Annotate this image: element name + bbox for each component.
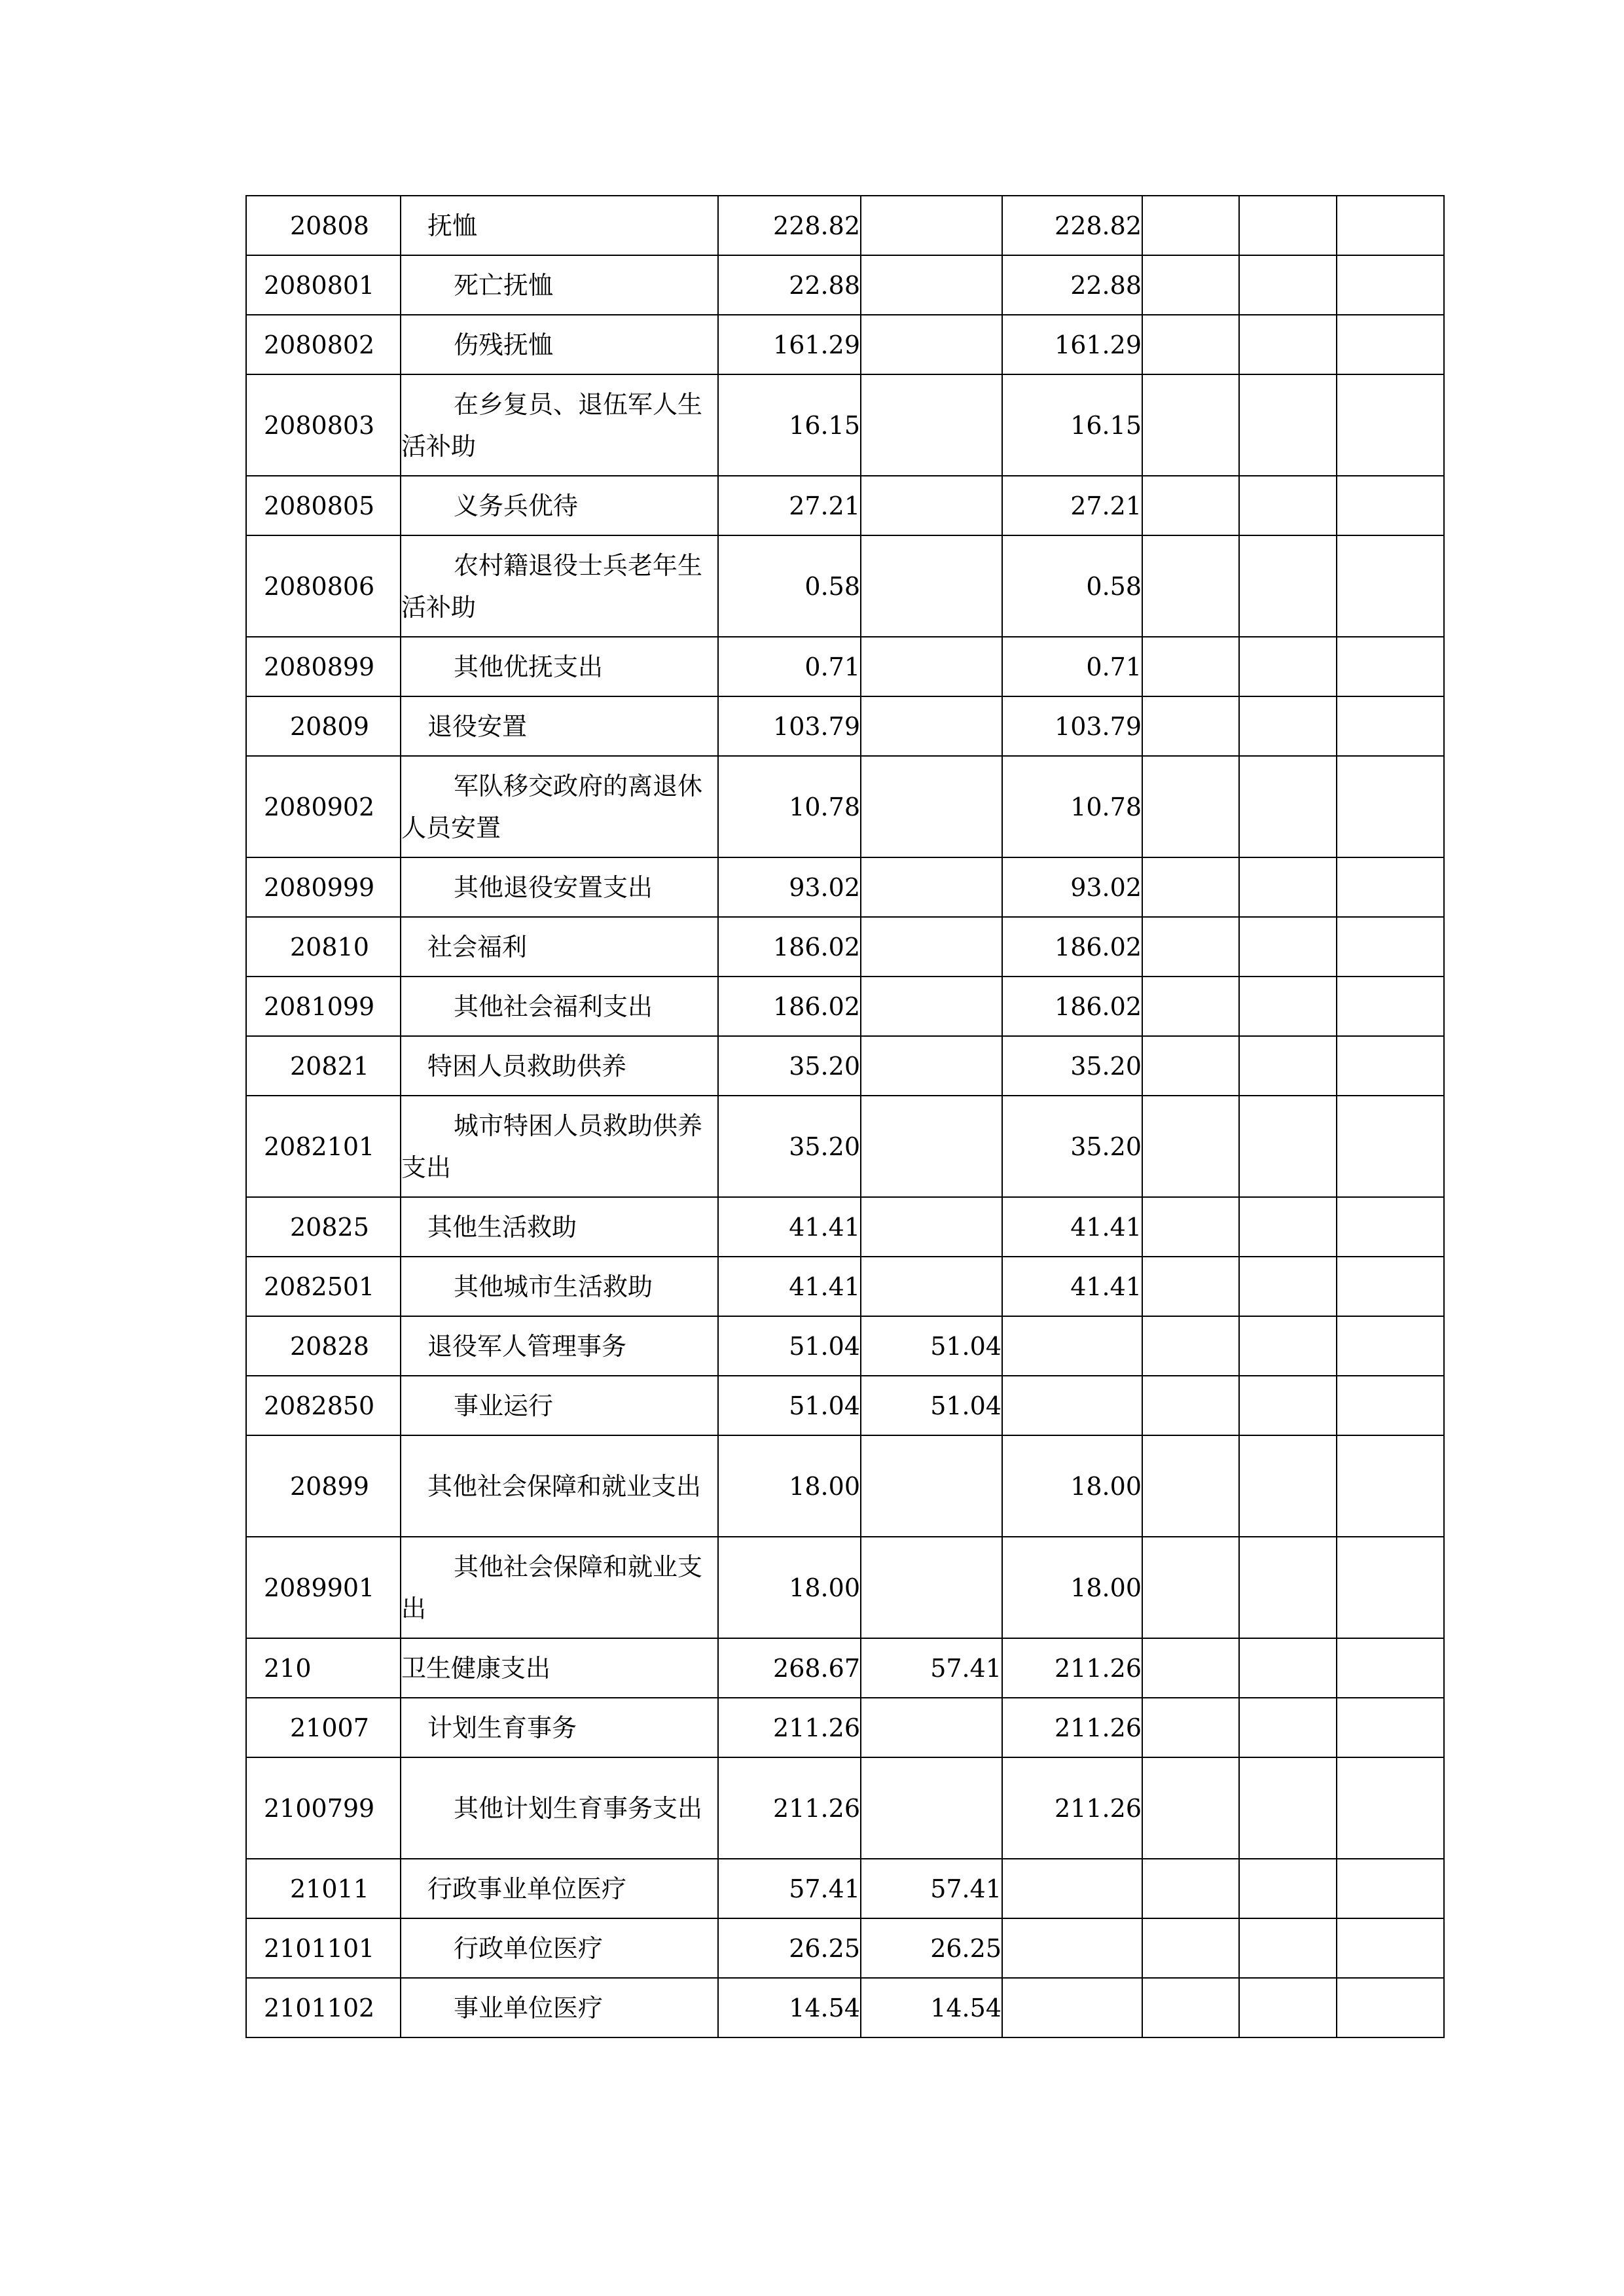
empty-cell <box>1337 696 1444 756</box>
empty-cell <box>1239 977 1337 1036</box>
total-amount-cell: 51.04 <box>718 1376 861 1435</box>
basic-expenditure-cell <box>861 315 1002 374</box>
subject-name-cell <box>401 1096 718 1197</box>
table-row <box>246 756 1444 857</box>
empty-cell <box>1239 857 1337 917</box>
table-row <box>246 1036 1444 1096</box>
empty-cell <box>1337 917 1444 977</box>
empty-cell <box>1142 756 1239 857</box>
subject-name-cell <box>401 756 718 857</box>
basic-expenditure-cell <box>861 1537 1002 1638</box>
subject-name-cell <box>401 1698 718 1757</box>
empty-cell <box>1142 696 1239 756</box>
total-amount-cell: 18.00 <box>718 1435 861 1537</box>
subject-name-text: 其他计划生育事务支出 <box>454 1793 703 1823</box>
project-expenditure-cell: 103.79 <box>1002 696 1142 756</box>
empty-cell <box>1239 756 1337 857</box>
total-amount-cell: 27.21 <box>718 476 861 535</box>
subject-code-cell: 2101102 <box>246 1978 401 2037</box>
subject-code-cell: 21011 <box>246 1859 401 1918</box>
empty-cell <box>1337 1537 1444 1638</box>
subject-code-cell: 2082501 <box>246 1257 401 1316</box>
subject-name-cell <box>401 1978 718 2037</box>
empty-cell <box>1142 977 1239 1036</box>
basic-expenditure-cell: 14.54 <box>861 1978 1002 2037</box>
table-row <box>246 1757 1444 1859</box>
table-body <box>246 196 1444 2037</box>
empty-cell <box>1142 1918 1239 1978</box>
empty-cell <box>1239 1698 1337 1757</box>
project-expenditure-cell <box>1002 1859 1142 1918</box>
basic-expenditure-cell <box>861 1257 1002 1316</box>
table-row <box>246 1257 1444 1316</box>
subject-name-cell <box>401 1376 718 1435</box>
empty-cell <box>1337 1435 1444 1537</box>
subject-name-text: 军队移交政府的离退休人员安置 <box>401 771 703 842</box>
total-amount-cell: 10.78 <box>718 756 861 857</box>
empty-cell <box>1239 1316 1337 1376</box>
subject-name-cell <box>401 1537 718 1638</box>
empty-cell <box>1337 637 1444 696</box>
subject-name-cell <box>401 374 718 476</box>
empty-cell <box>1142 857 1239 917</box>
empty-cell <box>1337 857 1444 917</box>
subject-name-cell <box>401 535 718 637</box>
empty-cell <box>1337 1918 1444 1978</box>
subject-code-cell: 2080805 <box>246 476 401 535</box>
empty-cell <box>1142 637 1239 696</box>
project-expenditure-cell <box>1002 1376 1142 1435</box>
subject-code-cell: 2080801 <box>246 255 401 315</box>
table-row <box>246 196 1444 255</box>
empty-cell <box>1337 756 1444 857</box>
table-row <box>246 1435 1444 1537</box>
basic-expenditure-cell <box>861 1757 1002 1859</box>
subject-name-cell <box>401 977 718 1036</box>
subject-name-cell <box>401 857 718 917</box>
empty-cell <box>1239 1978 1337 2037</box>
project-expenditure-cell: 10.78 <box>1002 756 1142 857</box>
subject-name-text: 事业单位医疗 <box>454 1993 604 2022</box>
empty-cell <box>1337 1978 1444 2037</box>
total-amount-cell: 41.41 <box>718 1197 861 1257</box>
subject-name-cell <box>401 917 718 977</box>
project-expenditure-cell: 228.82 <box>1002 196 1142 255</box>
basic-expenditure-cell <box>861 1036 1002 1096</box>
project-expenditure-cell: 161.29 <box>1002 315 1142 374</box>
empty-cell <box>1142 1316 1239 1376</box>
basic-expenditure-cell: 51.04 <box>861 1316 1002 1376</box>
table-row <box>246 1197 1444 1257</box>
basic-expenditure-cell <box>861 637 1002 696</box>
table-row <box>246 696 1444 756</box>
table-row <box>246 255 1444 315</box>
subject-name-cell <box>401 1435 718 1537</box>
empty-cell <box>1142 1859 1239 1918</box>
empty-cell <box>1142 1197 1239 1257</box>
basic-expenditure-cell <box>861 1197 1002 1257</box>
subject-name-text: 伤残抚恤 <box>454 330 554 359</box>
table-row <box>246 1376 1444 1435</box>
subject-name-text: 其他退役安置支出 <box>454 872 653 902</box>
subject-code-cell: 2089901 <box>246 1537 401 1638</box>
total-amount-cell: 22.88 <box>718 255 861 315</box>
project-expenditure-cell <box>1002 1978 1142 2037</box>
project-expenditure-cell: 211.26 <box>1002 1757 1142 1859</box>
total-amount-cell: 93.02 <box>718 857 861 917</box>
subject-name-text: 其他生活救助 <box>427 1212 577 1242</box>
basic-expenditure-cell: 26.25 <box>861 1918 1002 1978</box>
subject-code-cell: 2101101 <box>246 1918 401 1978</box>
total-amount-cell: 103.79 <box>718 696 861 756</box>
basic-expenditure-cell <box>861 196 1002 255</box>
basic-expenditure-cell: 51.04 <box>861 1376 1002 1435</box>
empty-cell <box>1337 1698 1444 1757</box>
project-expenditure-cell: 211.26 <box>1002 1638 1142 1698</box>
project-expenditure-cell: 35.20 <box>1002 1036 1142 1096</box>
subject-code-cell: 2080999 <box>246 857 401 917</box>
basic-expenditure-cell <box>861 696 1002 756</box>
empty-cell <box>1142 1978 1239 2037</box>
empty-cell <box>1239 1376 1337 1435</box>
project-expenditure-cell: 0.58 <box>1002 535 1142 637</box>
empty-cell <box>1142 1036 1239 1096</box>
subject-name-cell <box>401 1757 718 1859</box>
table-row <box>246 857 1444 917</box>
empty-cell <box>1142 315 1239 374</box>
empty-cell <box>1239 535 1337 637</box>
project-expenditure-cell: 211.26 <box>1002 1698 1142 1757</box>
total-amount-cell: 0.71 <box>718 637 861 696</box>
subject-name-cell <box>401 1918 718 1978</box>
subject-code-cell: 2080806 <box>246 535 401 637</box>
empty-cell <box>1337 1197 1444 1257</box>
subject-name-text: 抚恤 <box>427 211 478 240</box>
subject-name-text: 死亡抚恤 <box>454 270 554 300</box>
subject-code-cell: 20810 <box>246 917 401 977</box>
subject-name-text: 其他社会保障和就业支出 <box>427 1471 702 1501</box>
project-expenditure-cell: 186.02 <box>1002 917 1142 977</box>
subject-name-text: 在乡复员、退伍军人生活补助 <box>401 389 703 461</box>
basic-expenditure-cell <box>861 857 1002 917</box>
empty-cell <box>1142 1435 1239 1537</box>
subject-code-cell: 2080902 <box>246 756 401 857</box>
empty-cell <box>1239 637 1337 696</box>
subject-code-cell: 20828 <box>246 1316 401 1376</box>
empty-cell <box>1337 1257 1444 1316</box>
empty-cell <box>1142 1698 1239 1757</box>
table-row <box>246 1859 1444 1918</box>
basic-expenditure-cell <box>861 476 1002 535</box>
project-expenditure-cell: 27.21 <box>1002 476 1142 535</box>
subject-code-cell: 20825 <box>246 1197 401 1257</box>
empty-cell <box>1239 1257 1337 1316</box>
empty-cell <box>1239 1918 1337 1978</box>
table-row <box>246 1918 1444 1978</box>
subject-name-cell <box>401 196 718 255</box>
subject-name-text: 其他城市生活救助 <box>454 1272 653 1301</box>
subject-name-cell <box>401 637 718 696</box>
table-row <box>246 1316 1444 1376</box>
table-row <box>246 315 1444 374</box>
project-expenditure-cell: 186.02 <box>1002 977 1142 1036</box>
subject-code-cell: 20899 <box>246 1435 401 1537</box>
empty-cell <box>1239 255 1337 315</box>
subject-code-cell: 2080802 <box>246 315 401 374</box>
subject-name-text: 城市特困人员救助供养支出 <box>401 1111 703 1182</box>
subject-name-cell <box>401 1859 718 1918</box>
total-amount-cell: 16.15 <box>718 374 861 476</box>
subject-name-cell <box>401 476 718 535</box>
total-amount-cell: 14.54 <box>718 1978 861 2037</box>
empty-cell <box>1337 1316 1444 1376</box>
total-amount-cell: 268.67 <box>718 1638 861 1698</box>
project-expenditure-cell <box>1002 1316 1142 1376</box>
empty-cell <box>1337 977 1444 1036</box>
table-row <box>246 476 1444 535</box>
empty-cell <box>1337 315 1444 374</box>
subject-code-cell: 21007 <box>246 1698 401 1757</box>
subject-name-text: 其他社会保障和就业支出 <box>401 1552 703 1623</box>
empty-cell <box>1239 1757 1337 1859</box>
empty-cell <box>1239 1435 1337 1537</box>
empty-cell <box>1337 1096 1444 1197</box>
subject-code-cell: 2080803 <box>246 374 401 476</box>
total-amount-cell: 228.82 <box>718 196 861 255</box>
basic-expenditure-cell <box>861 756 1002 857</box>
empty-cell <box>1239 1638 1337 1698</box>
table-row <box>246 637 1444 696</box>
table-row <box>246 535 1444 637</box>
project-expenditure-cell: 18.00 <box>1002 1537 1142 1638</box>
total-amount-cell: 0.58 <box>718 535 861 637</box>
project-expenditure-cell: 22.88 <box>1002 255 1142 315</box>
empty-cell <box>1239 1537 1337 1638</box>
total-amount-cell: 35.20 <box>718 1036 861 1096</box>
total-amount-cell: 186.02 <box>718 977 861 1036</box>
subject-code-cell: 2080899 <box>246 637 401 696</box>
total-amount-cell: 41.41 <box>718 1257 861 1316</box>
basic-expenditure-cell <box>861 374 1002 476</box>
empty-cell <box>1142 1376 1239 1435</box>
total-amount-cell: 51.04 <box>718 1316 861 1376</box>
table-row <box>246 977 1444 1036</box>
subject-name-cell <box>401 696 718 756</box>
empty-cell <box>1142 1537 1239 1638</box>
subject-code-cell: 210 <box>246 1638 401 1698</box>
total-amount-cell: 161.29 <box>718 315 861 374</box>
subject-code-cell: 2082850 <box>246 1376 401 1435</box>
project-expenditure-cell: 35.20 <box>1002 1096 1142 1197</box>
subject-name-text: 行政单位医疗 <box>454 1933 604 1963</box>
total-amount-cell: 26.25 <box>718 1918 861 1978</box>
subject-code-cell: 2100799 <box>246 1757 401 1859</box>
table-row <box>246 1978 1444 2037</box>
empty-cell <box>1239 315 1337 374</box>
subject-code-cell: 20808 <box>246 196 401 255</box>
subject-name-cell <box>401 1036 718 1096</box>
empty-cell <box>1239 917 1337 977</box>
subject-code-cell: 20809 <box>246 696 401 756</box>
subject-name-cell <box>401 1197 718 1257</box>
subject-name-text: 特困人员救助供养 <box>427 1051 627 1081</box>
empty-cell <box>1142 476 1239 535</box>
subject-code-cell: 2081099 <box>246 977 401 1036</box>
subject-name-text: 退役安置 <box>427 711 528 741</box>
empty-cell <box>1142 535 1239 637</box>
subject-name-text: 农村籍退役士兵老年生活补助 <box>401 550 703 622</box>
empty-cell <box>1239 696 1337 756</box>
subject-name-text: 社会福利 <box>427 932 528 961</box>
empty-cell <box>1142 374 1239 476</box>
subject-name-text: 卫生健康支出 <box>401 1653 551 1683</box>
table-row <box>246 1537 1444 1638</box>
basic-expenditure-cell <box>861 1096 1002 1197</box>
project-expenditure-cell <box>1002 1918 1142 1978</box>
total-amount-cell: 211.26 <box>718 1757 861 1859</box>
subject-name-cell <box>401 315 718 374</box>
subject-name-text: 其他社会福利支出 <box>454 992 653 1021</box>
empty-cell <box>1337 1376 1444 1435</box>
project-expenditure-cell: 41.41 <box>1002 1257 1142 1316</box>
basic-expenditure-cell: 57.41 <box>861 1638 1002 1698</box>
empty-cell <box>1239 476 1337 535</box>
empty-cell <box>1142 1638 1239 1698</box>
empty-cell <box>1337 1036 1444 1096</box>
empty-cell <box>1337 476 1444 535</box>
empty-cell <box>1337 535 1444 637</box>
subject-code-cell: 20821 <box>246 1036 401 1096</box>
basic-expenditure-cell <box>861 255 1002 315</box>
subject-name-text: 其他优抚支出 <box>454 652 604 681</box>
empty-cell <box>1239 196 1337 255</box>
basic-expenditure-cell <box>861 535 1002 637</box>
subject-name-text: 事业运行 <box>454 1391 554 1420</box>
basic-expenditure-cell <box>861 977 1002 1036</box>
empty-cell <box>1337 255 1444 315</box>
total-amount-cell: 211.26 <box>718 1698 861 1757</box>
table-row <box>246 374 1444 476</box>
empty-cell <box>1337 1757 1444 1859</box>
table-row <box>246 1698 1444 1757</box>
empty-cell <box>1337 374 1444 476</box>
table-row <box>246 1638 1444 1698</box>
subject-name-text: 行政事业单位医疗 <box>427 1874 627 1903</box>
empty-cell <box>1142 1257 1239 1316</box>
basic-expenditure-cell: 57.41 <box>861 1859 1002 1918</box>
subject-name-cell <box>401 1638 718 1698</box>
project-expenditure-cell: 0.71 <box>1002 637 1142 696</box>
project-expenditure-cell: 93.02 <box>1002 857 1142 917</box>
basic-expenditure-cell <box>861 1435 1002 1537</box>
project-expenditure-cell: 16.15 <box>1002 374 1142 476</box>
total-amount-cell: 18.00 <box>718 1537 861 1638</box>
total-amount-cell: 186.02 <box>718 917 861 977</box>
empty-cell <box>1337 196 1444 255</box>
empty-cell <box>1337 1638 1444 1698</box>
empty-cell <box>1239 374 1337 476</box>
empty-cell <box>1239 1036 1337 1096</box>
subject-name-text: 计划生育事务 <box>427 1713 577 1742</box>
project-expenditure-cell: 18.00 <box>1002 1435 1142 1537</box>
subject-code-cell: 2082101 <box>246 1096 401 1197</box>
empty-cell <box>1142 1096 1239 1197</box>
subject-name-cell <box>401 1316 718 1376</box>
empty-cell <box>1142 196 1239 255</box>
table-row <box>246 917 1444 977</box>
empty-cell <box>1142 255 1239 315</box>
total-amount-cell: 35.20 <box>718 1096 861 1197</box>
empty-cell <box>1239 1859 1337 1918</box>
subject-name-text: 义务兵优待 <box>454 491 579 520</box>
empty-cell <box>1337 1859 1444 1918</box>
subject-name-cell <box>401 1257 718 1316</box>
basic-expenditure-cell <box>861 1698 1002 1757</box>
project-expenditure-cell: 41.41 <box>1002 1197 1142 1257</box>
subject-name-cell <box>401 255 718 315</box>
basic-expenditure-cell <box>861 917 1002 977</box>
empty-cell <box>1239 1096 1337 1197</box>
budget-expenditure-table <box>245 195 1445 2038</box>
empty-cell <box>1142 917 1239 977</box>
table-row <box>246 1096 1444 1197</box>
empty-cell <box>1239 1197 1337 1257</box>
subject-name-text: 退役军人管理事务 <box>427 1331 627 1361</box>
total-amount-cell: 57.41 <box>718 1859 861 1918</box>
empty-cell <box>1142 1757 1239 1859</box>
